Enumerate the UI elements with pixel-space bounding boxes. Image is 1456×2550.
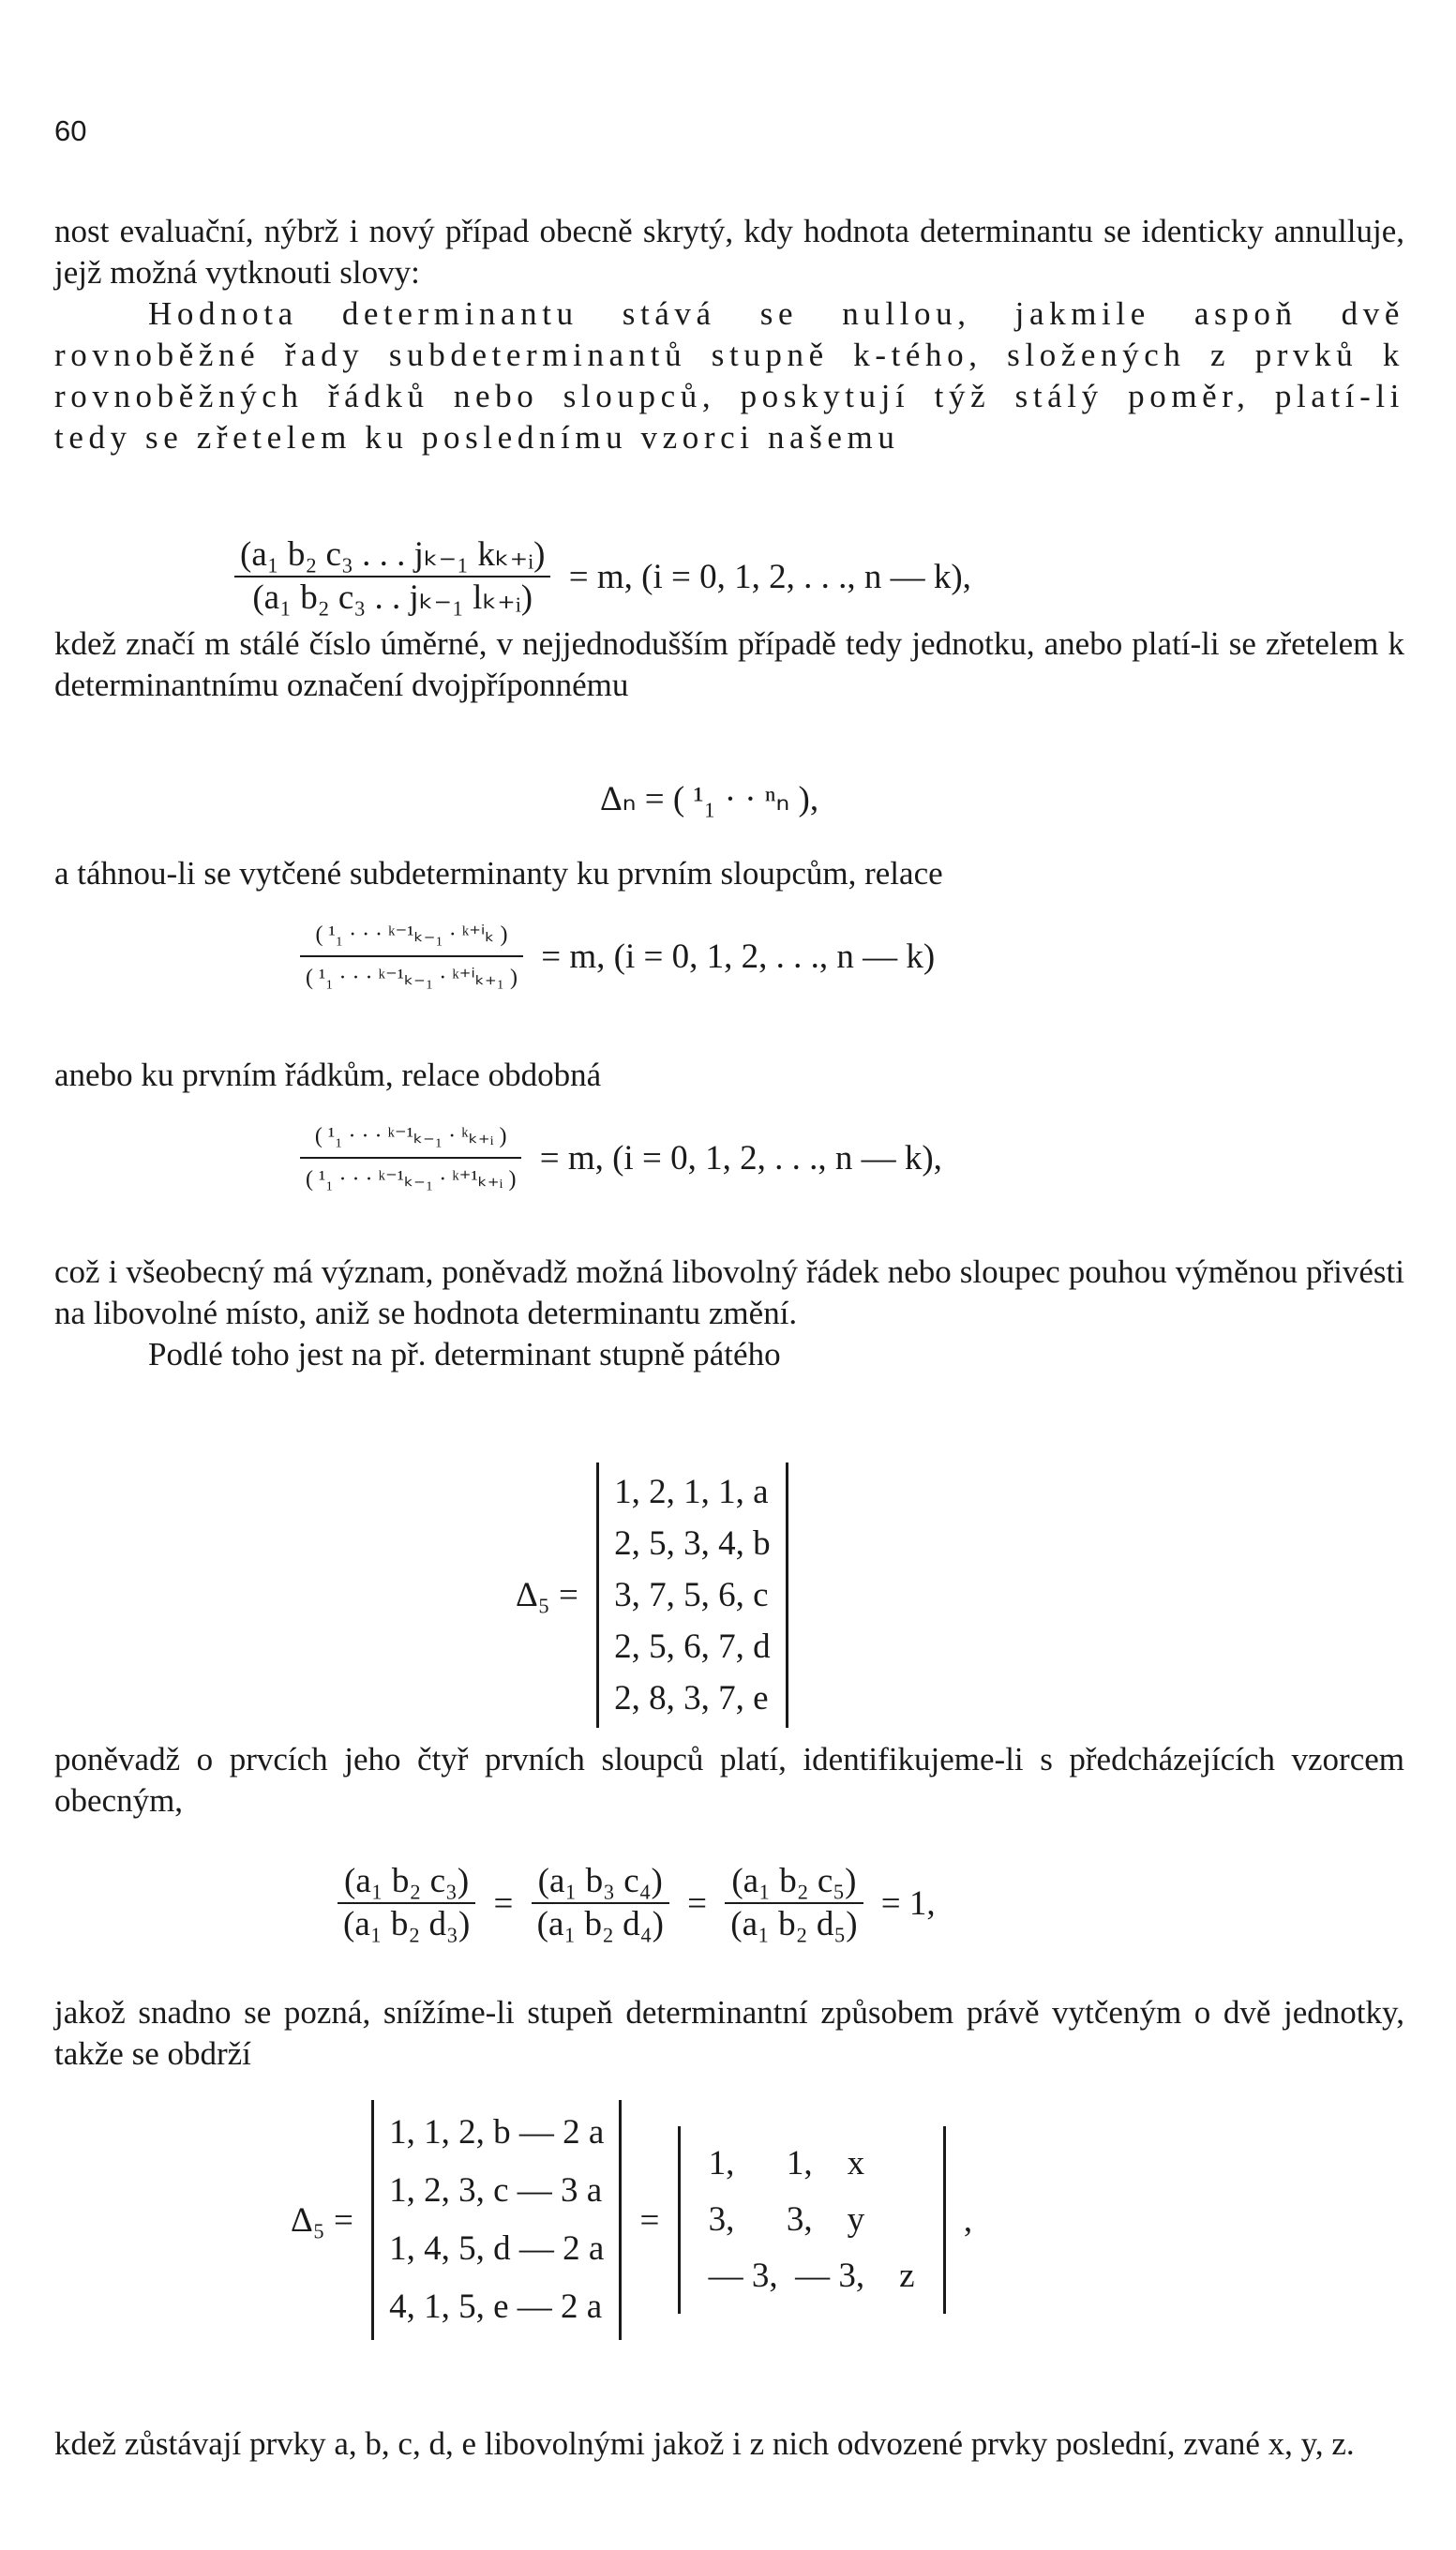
matrix-row: — 3, — 3, z: [708, 2257, 915, 2295]
matrix-row: 4, 1, 5, e — 2 a: [389, 2288, 603, 2326]
matrix-row: 2, 5, 3, 4, b: [614, 1524, 771, 1563]
matrix-row: 1, 1, x: [708, 2144, 865, 2182]
matrix-row: 3, 7, 5, 6, c: [614, 1576, 769, 1614]
paragraph-6: poněvadž o prvcích jeho čtyř prvních sloupců platí, identifikujeme-li s předcházejících vzorcem obecným,: [54, 1741, 1404, 1819]
paragraph-3: a táhnou-li se vytčené subdeterminanty ku prvním sloupcům, relace: [54, 855, 943, 892]
formula-columns-relation: $\frac{\text{( ¹₁ · · · ᵏ⁻¹ₖ₋₁ · ᵏ⁺ⁱₖ )}}{\text{( ¹₁ · · · ᵏ⁻¹ₖ₋₁ · ᵏ⁺ⁱₖ₊₁ )}}$ = m, (i = 0, 1, 2, . . ., n — k): [300, 914, 944, 998]
formula-ratio-general: $\frac{\text{(a₁ b₂ c₃ . . . jₖ₋₁ kₖ₊ᵢ)}}{\text{(a₁ b₂ c₃ . . jₖ₋₁ lₖ₊ᵢ)}}$ = m, (i = 0, 1, 2, . . ., n — k),: [234, 534, 981, 619]
theorem-statement: Hodnota determinantu stává se nullou, jakmile aspoň dvě rovnoběžné řady subdeterminantů stupně k-tého, složených z prvků k rovnoběžných řádků nebo sloupců, poskytují týž stálý poměr, platí-li tedy se zřetelem ku poslednímu vzorci našemu: [54, 295, 1404, 456]
paragraph-2: kdež značí m stálé číslo úměrné, v nejjednodušším případě tedy jednotku, anebo platí-li se zřetelem k determinantnímu označení dvojpříponnému: [54, 625, 1404, 703]
determinant-delta-5: Δ₅ = 1, 2, 1, 1, a 2, 5, 3, 4, b 3, 7, 5, 6, c 2, 5, 6, 7, d 2, 8, 3, 7, e: [506, 1462, 788, 1728]
matrix-row: 1, 2, 3, c — 3 a: [389, 2171, 603, 2210]
matrix-row: 3, 3, y: [708, 2200, 865, 2239]
formula-delta-n: Δₙ = ( ¹₁ · · ⁿₙ ),: [600, 780, 819, 818]
paragraph-8: kdež zůstávají prvky a, b, c, d, e libovolnými jakož i z nich odvozené prvky poslední, zvané x, y, z.: [54, 2425, 1355, 2462]
matrix-row: 1, 2, 1, 1, a: [614, 1473, 769, 1511]
matrix-row: 1, 4, 5, d — 2 a: [389, 2229, 605, 2268]
determinant-matrix: [596, 1462, 788, 1728]
fraction: $\frac{\text{(a₁ b₂ c₃ . . . jₖ₋₁ kₖ₊ᵢ)}}{\text{(a₁ b₂ c₃ . . jₖ₋₁ lₖ₊ᵢ)}}$: [234, 534, 550, 619]
determinant-matrix-left: [371, 2100, 622, 2340]
paragraph-1: nost evaluační, nýbrž i nový případ obecně skrytý, kdy hodnota determinantu se identicky annulluje, jejž možná vytknouti slovy: Hodnota determinantu stává se nullou, jakmile aspoň dvě rovnoběžné řady subdeterminantů stupně k-tého, složených z prvků k rovnoběžných řádků nebo sloupců, poskytují týž stálý poměr, platí-li tedy se zřetelem ku poslednímu vzorci našemu: [54, 211, 1404, 458]
paragraph-4: anebo ku prvním řádkům, relace obdobná: [54, 1057, 602, 1093]
determinant-matrix-right: [678, 2126, 946, 2314]
paragraph-7: jakož snadno se pozná, snížíme-li stupeň determinantní způsobem právě vytčeným o dvě jednotky, takže se obdrží: [54, 1994, 1404, 2072]
page-number: 60: [54, 114, 87, 147]
matrix-row: 2, 5, 6, 7, d: [614, 1628, 771, 1666]
matrix-row: 2, 8, 3, 7, e: [614, 1679, 769, 1718]
determinant-reduction: Δ₅ = 1, 1, 2, b — 2 a 1, 2, 3, c — 3 a 1, 4, 5, d — 2 a 4, 1, 5, e — 2 a = 1, 1, x 3, 3, y — 3, — 3, z ,: [281, 2100, 982, 2340]
matrix-row: 1, 1, 2, b — 2 a: [389, 2113, 605, 2152]
formula-ratio-example: $\frac{\text{(a₁ b₂ c₃)}}{\text{(a₁ b₂ d₃)}}$ = $\frac{\text{(a₁ b₃ c₄)}}{\text{(a₁ b₂ d₄)}}$ = $\frac{\text{(a₁ b₂ c₅)}}{\text{(a₁ b₂ d₅)}}$ = 1,: [338, 1861, 945, 1945]
paragraph-5: což i všeobecný má význam, poněvadž možná libovolný řádek nebo sloupec pouhou výměnou přivésti na libovolné místo, aniž se hodnota determinantu změní. Podlé toho jest na př. determinant stupně pátého: [54, 1253, 1404, 1372]
formula-rows-relation: $\frac{\text{( ¹₁ · · · ᵏ⁻¹ₖ₋₁ · ᵏₖ₊ᵢ )}}{\text{( ¹₁ · · · ᵏ⁻¹ₖ₋₁ · ᵏ⁺¹ₖ₊ᵢ )}}$ = m, (i = 0, 1, 2, . . ., n — k),: [300, 1116, 952, 1200]
